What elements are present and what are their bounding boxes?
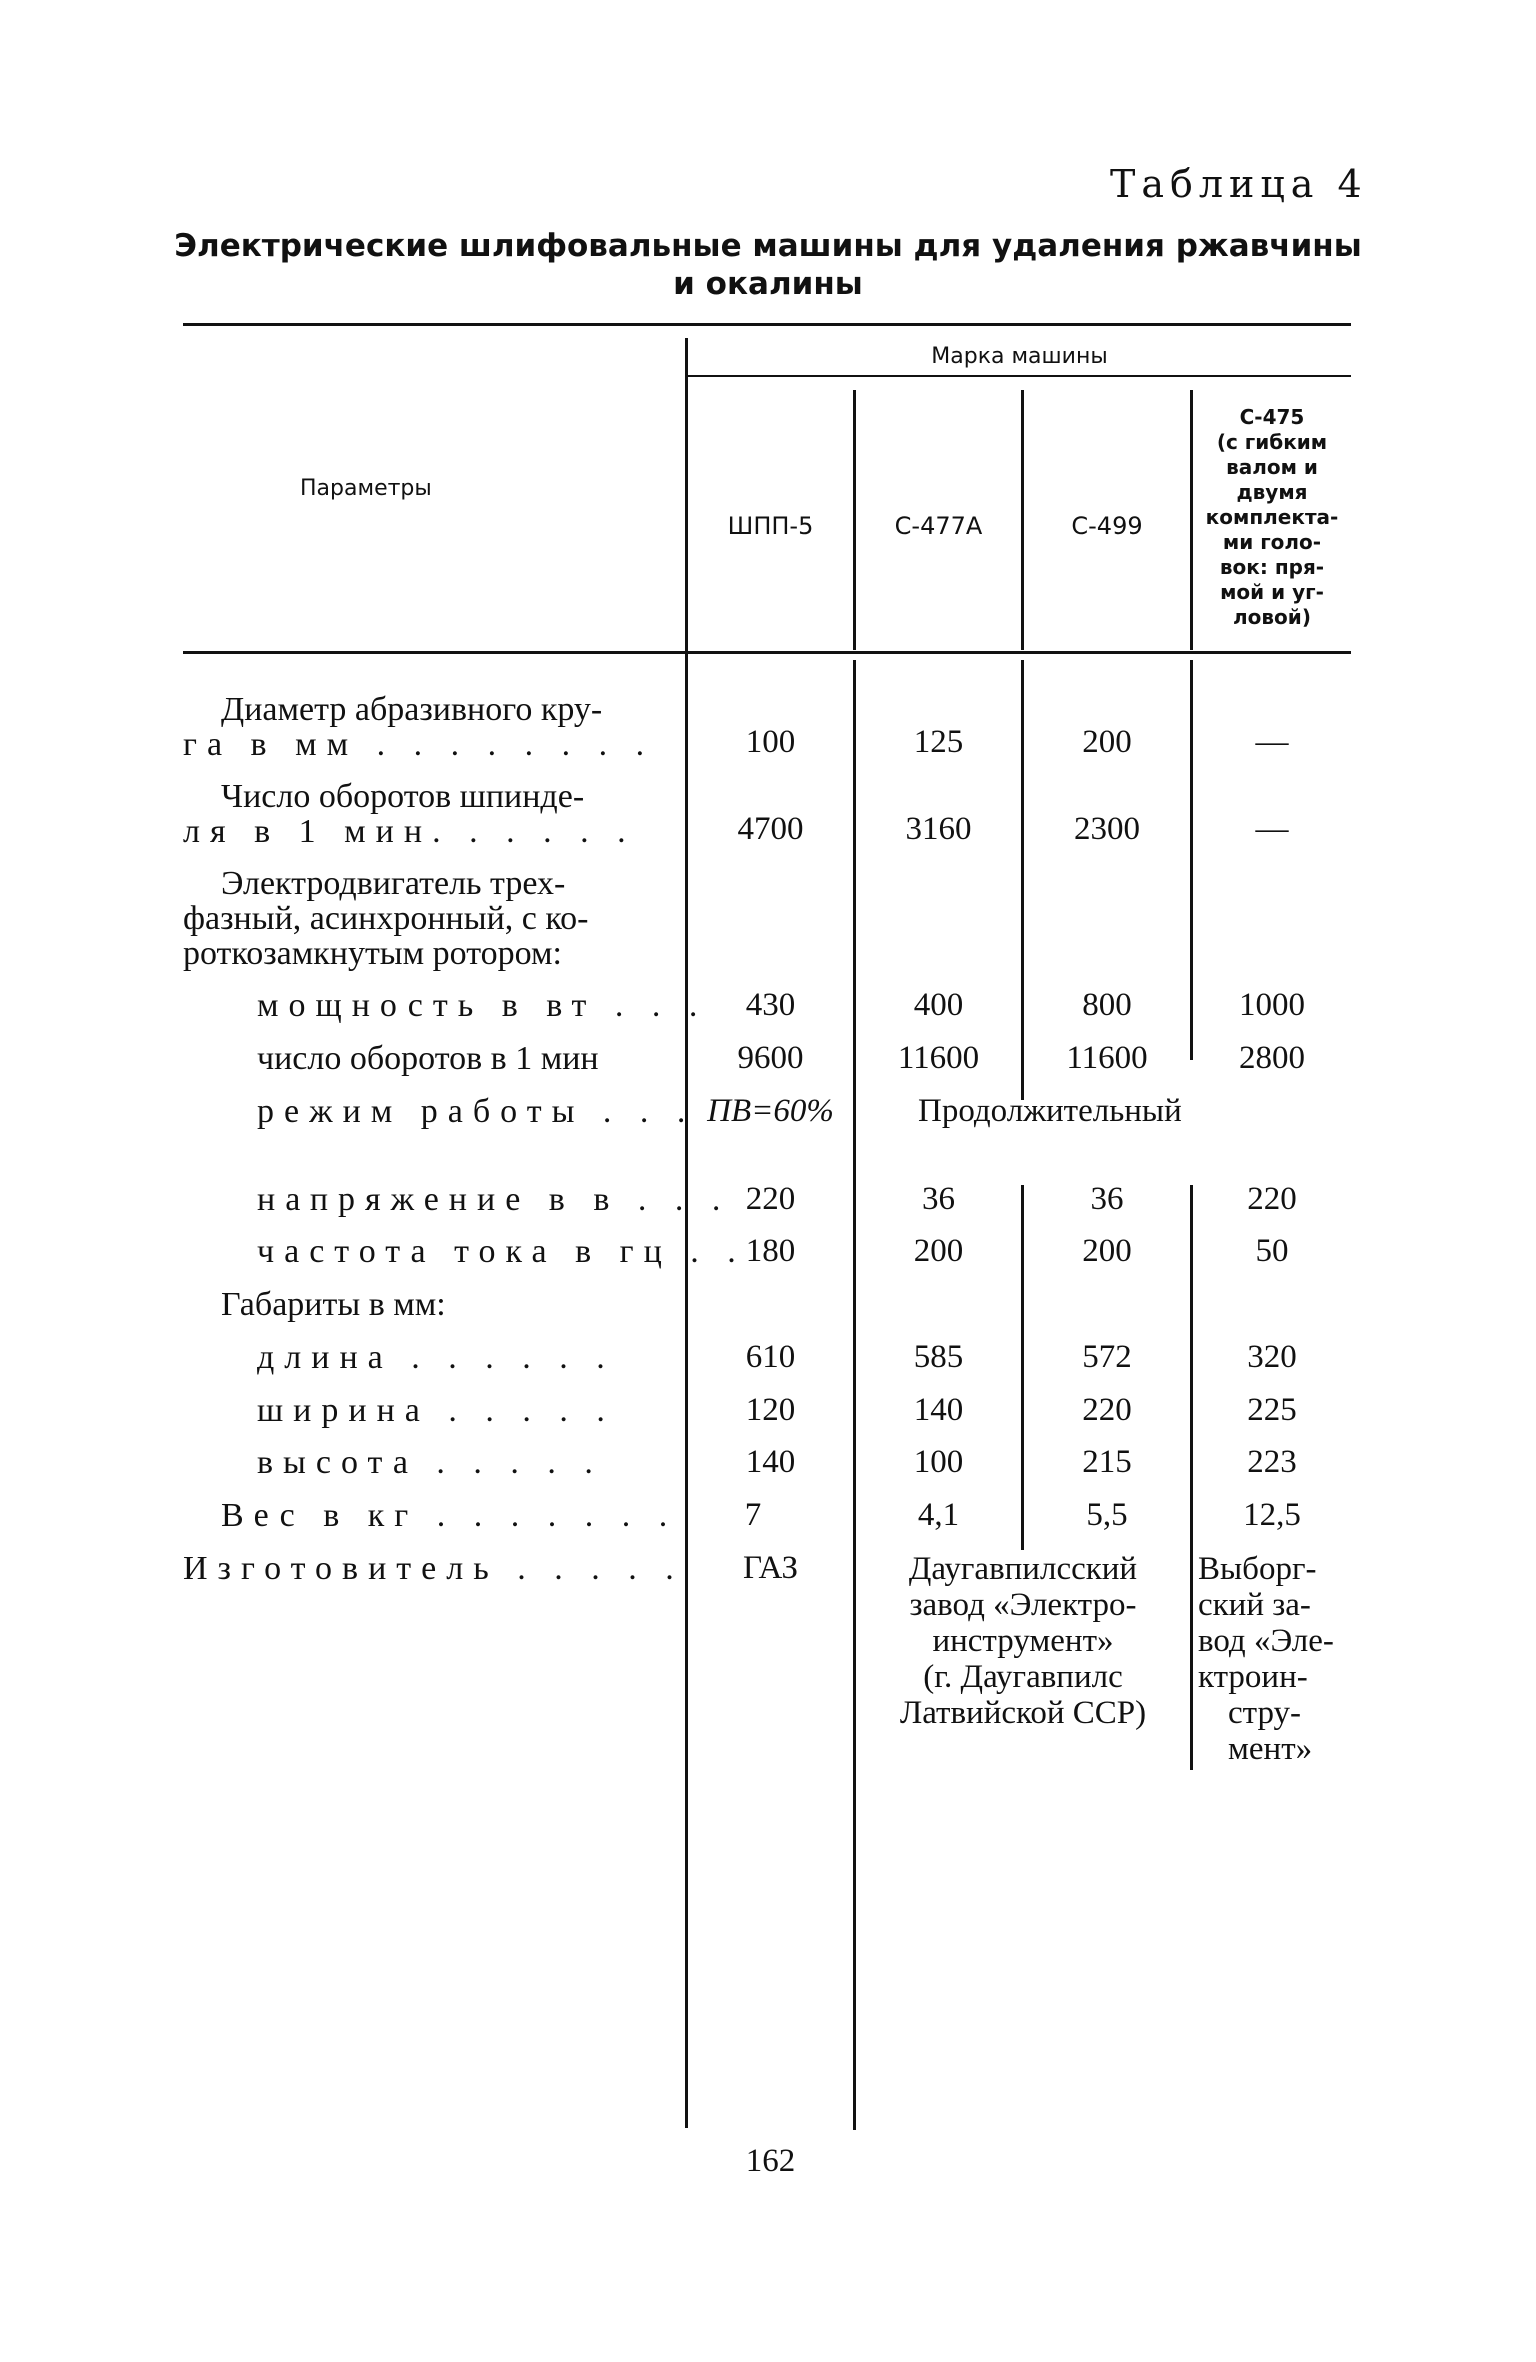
header-col4-line: (с гибким: [1216, 430, 1328, 454]
label-dimensions: Габариты в мм:: [221, 1286, 446, 1323]
cell-manufacturer-daugavpils: [856, 1551, 1190, 1731]
manufacturer-line: Даугавпилсский: [908, 1551, 1138, 1587]
cell-spindle-rpm-s475: —: [1255, 811, 1289, 847]
label-motor-line1: Электродвигатель трех-: [221, 865, 566, 902]
cell-power-s477a: 400: [913, 987, 964, 1023]
cell-spindle-rpm-s499: 2300: [1074, 811, 1140, 847]
cell-width-s477a: 140: [913, 1392, 964, 1428]
cell-manufacturer-shpp5: ГАЗ: [742, 1550, 799, 1586]
cell-height-s475: 223: [1247, 1444, 1297, 1480]
cell-weight-s499: 5,5: [1086, 1497, 1128, 1533]
label-spindle-rpm-line2: ля в 1 мин. . . . . .: [183, 813, 636, 850]
header-col3: С-499: [1071, 512, 1143, 540]
manufacturer-line: стру-: [1228, 1695, 1302, 1731]
label-motor-line2: фазный, асинхронный, с ко-: [183, 900, 589, 937]
brand-rule: [688, 375, 1351, 377]
label-voltage: напряжение в в . . .: [257, 1181, 731, 1218]
label-height: высота . . . . .: [257, 1444, 603, 1481]
cell-width-s499: 220: [1082, 1392, 1132, 1428]
header-col4-line: С-475: [1239, 405, 1305, 429]
cell-voltage-shpp5: 220: [745, 1181, 796, 1217]
cell-diameter-s475: —: [1255, 724, 1289, 760]
cell-weight-s475: 12,5: [1243, 1497, 1301, 1533]
label-frequency: частота тока в гц . .: [257, 1233, 746, 1270]
cell-weight-shpp5: 7: [744, 1497, 762, 1533]
cell-length-s477a: 585: [913, 1339, 964, 1375]
cell-length-s475: 320: [1247, 1339, 1297, 1375]
table-title-line1: Электрические шлифовальные машины для удаления ржавчины: [174, 228, 1362, 264]
manufacturer-line: инструмент»: [932, 1623, 1114, 1659]
cell-width-s475: 225: [1247, 1392, 1297, 1428]
cell-spindle-rpm-s477a: 3160: [905, 811, 972, 847]
cell-power-s499: 800: [1082, 987, 1132, 1023]
cell-frequency-s499: 200: [1082, 1233, 1132, 1269]
cell-mode-others: Продолжительный: [918, 1093, 1182, 1129]
manufacturer-line: (г. Даугавпилс: [923, 1659, 1123, 1695]
cell-motor-rpm-s499: 11600: [1066, 1040, 1148, 1076]
header-bottom-rule: [183, 651, 1351, 654]
cell-length-shpp5: 610: [745, 1339, 796, 1375]
header-col4-line: мой и уг-: [1220, 580, 1324, 604]
label-width: ширина . . . . .: [257, 1392, 615, 1429]
cell-width-shpp5: 120: [745, 1392, 796, 1428]
cell-frequency-s477a: 200: [913, 1233, 964, 1269]
cell-voltage-s475: 220: [1247, 1181, 1297, 1217]
cell-motor-rpm-s475: 2800: [1239, 1040, 1305, 1076]
header-col4-line: ловой): [1233, 605, 1311, 629]
header-params: Параметры: [300, 476, 432, 501]
header-col4-line: вок: пря-: [1219, 555, 1325, 579]
label-mode: режим работы . . .: [257, 1093, 696, 1130]
label-length: длина . . . . . .: [257, 1339, 615, 1376]
cell-frequency-s475: 50: [1255, 1233, 1289, 1269]
manufacturer-line: завод «Электро-: [909, 1587, 1137, 1623]
cell-motor-rpm-s477a: 11600: [897, 1040, 980, 1076]
manufacturer-line: мент»: [1228, 1731, 1313, 1767]
manufacturer-line: ктроин-: [1198, 1659, 1308, 1695]
table-top-rule: [183, 323, 1351, 326]
label-weight: Вес в кг . . . . . . .: [221, 1497, 678, 1534]
label-diameter-line2: га в мм . . . . . . . .: [183, 726, 655, 763]
header-col4-line: валом и: [1226, 455, 1318, 479]
header-col4-line: двумя: [1236, 480, 1308, 504]
cell-mode-shpp5: ПВ=60%: [707, 1093, 834, 1129]
label-manufacturer: Изготовитель . . . . .: [183, 1550, 684, 1587]
cell-spindle-rpm-shpp5: 4700: [737, 811, 804, 847]
manufacturer-line: ский за-: [1198, 1587, 1311, 1623]
cell-voltage-s499: 36: [1090, 1181, 1124, 1217]
label-diameter-line1: Диаметр абразивного кру-: [221, 691, 603, 728]
table-number: Таблица 4: [1110, 162, 1368, 206]
label-spindle-rpm-line1: Число оборотов шпинде-: [221, 778, 585, 815]
cell-manufacturer-vyborg: [1198, 1551, 1351, 1767]
cell-voltage-s477a: 36: [922, 1181, 955, 1217]
cell-height-shpp5: 140: [745, 1444, 796, 1480]
manufacturer-line: вод «Эле-: [1198, 1623, 1334, 1659]
label-power: мощность в вт . . .: [257, 987, 708, 1024]
cell-diameter-shpp5: 100: [745, 724, 796, 760]
cell-power-shpp5: 430: [745, 987, 796, 1023]
cell-motor-rpm-shpp5: 9600: [737, 1040, 804, 1076]
header-col4: [1193, 405, 1351, 630]
header-col2: С-477А: [894, 512, 983, 540]
header-col1: ШПП-5: [727, 512, 814, 540]
cell-length-s499: 572: [1082, 1339, 1132, 1375]
table-title-line2: и окалины: [673, 266, 863, 302]
header-col4-line: ми голо-: [1222, 530, 1322, 554]
label-motor-rpm: число оборотов в 1 мин: [257, 1040, 599, 1077]
cell-height-s477a: 100: [913, 1444, 964, 1480]
cell-height-s499: 215: [1082, 1444, 1132, 1480]
cell-power-s475: 1000: [1239, 987, 1305, 1023]
header-brand: Марка машины: [931, 344, 1108, 369]
label-motor-line3: роткозамкнутым ротором:: [183, 935, 562, 972]
manufacturer-line: Выборг-: [1198, 1551, 1317, 1587]
cell-diameter-s477a: 125: [913, 724, 964, 760]
header-col4-line: комплекта-: [1205, 505, 1339, 529]
manufacturer-line: Латвийской ССР): [899, 1695, 1147, 1731]
cell-diameter-s499: 200: [1082, 724, 1132, 760]
page-number: 162: [745, 2143, 796, 2179]
cell-frequency-shpp5: 180: [745, 1233, 796, 1269]
cell-weight-s477a: 4,1: [917, 1497, 960, 1533]
